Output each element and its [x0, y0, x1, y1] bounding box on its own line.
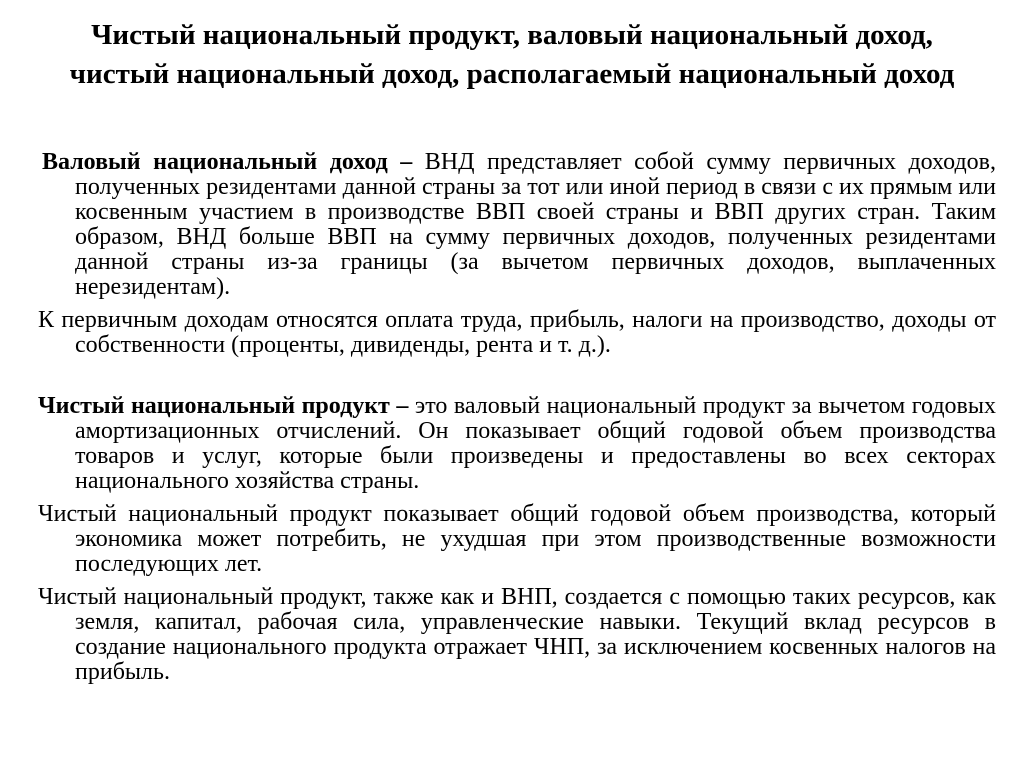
definition-gross-national-income: ВНД представляет собой сумму первичных доходов, полученных резидентами данной страны за тот или иной период в связи с их прямым или косвенным участием в производстве ВВП своей страны и ВВП других стран. Таким образом, ВНД больше ВВП на сумму первичных доходов, полученных резидентами данной страны из-за границы (за вычетом первичных доходов, выплаченных нерезидентам). [75, 149, 996, 300]
term-net-national-product: Чистый национальный продукт – [38, 393, 409, 419]
nnp-resources-text: Чистый национальный продукт, также как и ВНП, создается с помощью таких ресурсов, как земля, капитал, рабочая сила, управленческие навыки. Текущий вклад ресурсов в создание национального продукта отражает ЧНП, за исключением косвенных налогов на прибыль. [38, 584, 996, 685]
term-gross-national-income: Валовый национальный доход – [42, 149, 413, 175]
paragraph-primary-income [38, 308, 996, 358]
paragraph-net-national-product [38, 394, 996, 494]
nnp-consumption-text: Чистый национальный продукт показывает общий годовой объем производства, который экономика может потребить, не ухудшая при этом производственные возможности последующих лет. [38, 501, 996, 577]
paragraph-nnp-resources [38, 585, 996, 685]
slide-body [38, 150, 996, 685]
definition-net-national-product: это валовый национальный продукт за вычетом годовых амортизационных отчислений. Он показывает общий годовой объем производства товаров и услуг, которые были произведены и предоставлены во всех секторах национального хозяйства страны. [75, 393, 997, 494]
paragraph-gross-national-income [38, 150, 996, 300]
paragraph-nnp-consumption [38, 502, 996, 577]
primary-income-text: К первичным доходам относятся оплата труда, прибыль, налоги на производство, доходы от собственности (проценты, дивиденды, рента и т. д.). [38, 307, 996, 358]
slide-title: Чистый национальный продукт, валовый национальный доход, чистый национальный доход, располагаемый национальный доход [69, 19, 955, 90]
